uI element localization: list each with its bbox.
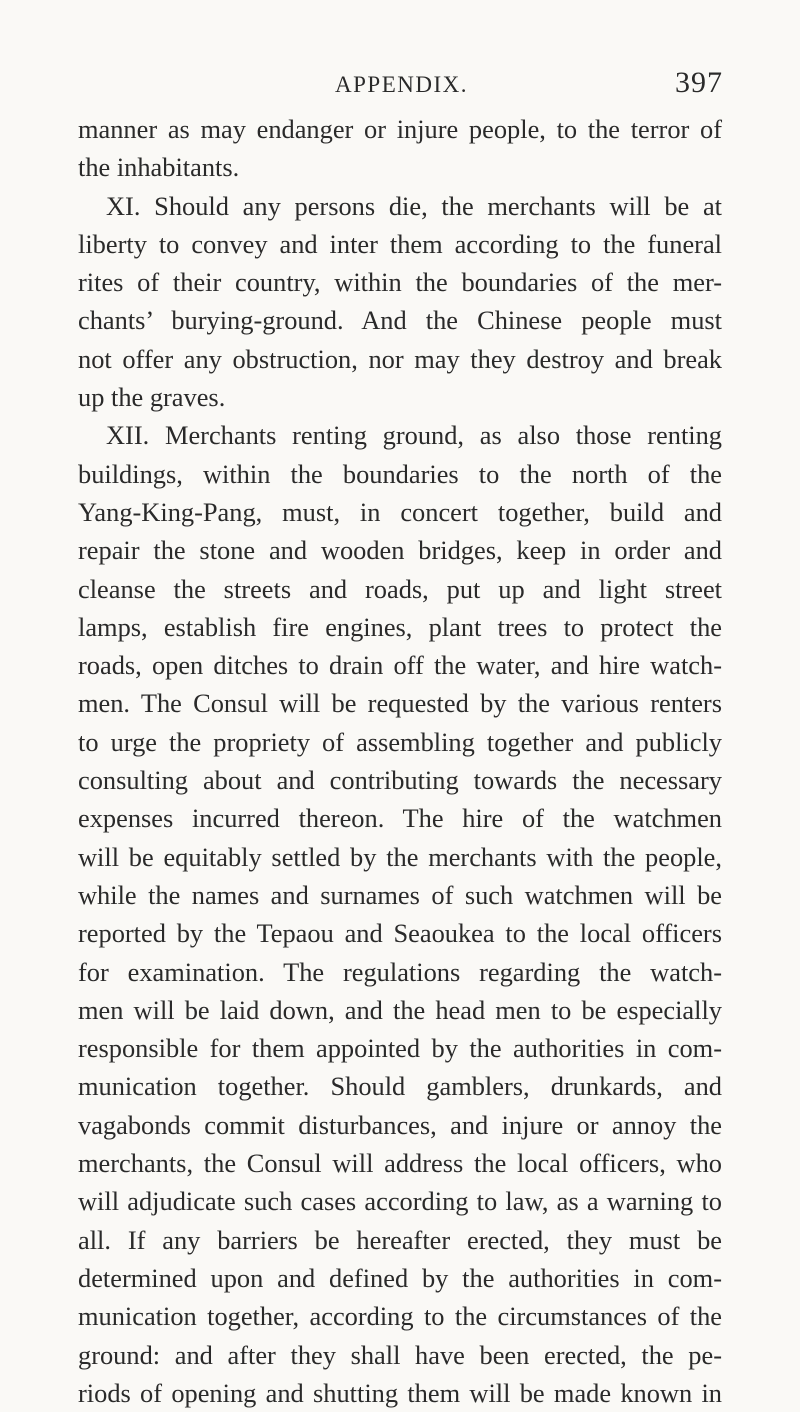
text-line: determined upon and defined by the authorities in com- bbox=[78, 1262, 722, 1293]
text-line: not offer any obstruction, nor may they destroy and break bbox=[78, 343, 722, 374]
text-line: expenses incurred thereon. The hire of the watchmen bbox=[78, 803, 722, 834]
text-line: for examination. The regulations regarding the watch- bbox=[78, 956, 722, 987]
text-line: munication together, according to the circumstances of the bbox=[78, 1301, 722, 1332]
text-line: repair the stone and wooden bridges, keep in order and bbox=[78, 535, 722, 566]
text-line: while the names and surnames of such watchmen will be bbox=[78, 879, 722, 910]
page-number: 397 bbox=[675, 66, 723, 99]
paragraph-start-line: XII. Merchants renting ground, as also those renting bbox=[106, 420, 722, 451]
text-line: liberty to convey and inter them according to the funeral bbox=[78, 228, 722, 259]
text-line: consulting about and contributing towards the necessary bbox=[78, 765, 722, 796]
text-line: will be equitably settled by the merchants with the people, bbox=[78, 841, 722, 872]
text-line: riods of opening and shutting them will be made known in bbox=[78, 1377, 722, 1408]
text-line: to urge the propriety of assembling together and publicly bbox=[78, 726, 722, 757]
text-line: roads, open ditches to drain off the water, and hire watch- bbox=[78, 650, 722, 681]
text-line: rites of their country, within the boundaries of the mer- bbox=[78, 267, 722, 298]
text-line: men will be laid down, and the head men to be especially bbox=[78, 994, 722, 1025]
text-line: up the graves. bbox=[78, 382, 226, 413]
body-text bbox=[78, 110, 722, 1412]
text-line: cleanse the streets and roads, put up and light street bbox=[78, 573, 722, 604]
text-line: the inhabitants. bbox=[78, 152, 240, 183]
text-line: will adjudicate such cases according to law, as a warning to bbox=[78, 1186, 722, 1217]
text-line: Yang-King-Pang, must, in concert together, build and bbox=[78, 496, 722, 527]
text-line: lamps, establish fire engines, plant trees to protect the bbox=[78, 611, 722, 642]
running-head bbox=[0, 62, 800, 102]
text-line: chants’ burying-ground. And the Chinese people must bbox=[78, 305, 722, 336]
text-line: merchants, the Consul will address the local officers, who bbox=[78, 1148, 722, 1179]
text-line: buildings, within the boundaries to the north of the bbox=[78, 458, 722, 489]
text-line: all. If any barriers be hereafter erected, they must be bbox=[78, 1224, 722, 1255]
text-line: ground: and after they shall have been erected, the pe- bbox=[78, 1339, 722, 1370]
text-line: men. The Consul will be requested by the various renters bbox=[78, 688, 722, 719]
text-line: munication together. Should gamblers, drunkards, and bbox=[78, 1071, 722, 1102]
text-line: reported by the Tepaou and Seaoukea to the local officers bbox=[78, 918, 722, 949]
header-title: APPENDIX. bbox=[335, 72, 468, 97]
paragraph-start-line: XI. Should any persons die, the merchants will be at bbox=[106, 190, 722, 221]
text-line: vagabonds commit disturbances, and injure or annoy the bbox=[78, 1109, 722, 1140]
text-line: responsible for them appointed by the authorities in com- bbox=[78, 1033, 722, 1064]
text-line: manner as may endanger or injure people, to the terror of bbox=[78, 114, 722, 144]
